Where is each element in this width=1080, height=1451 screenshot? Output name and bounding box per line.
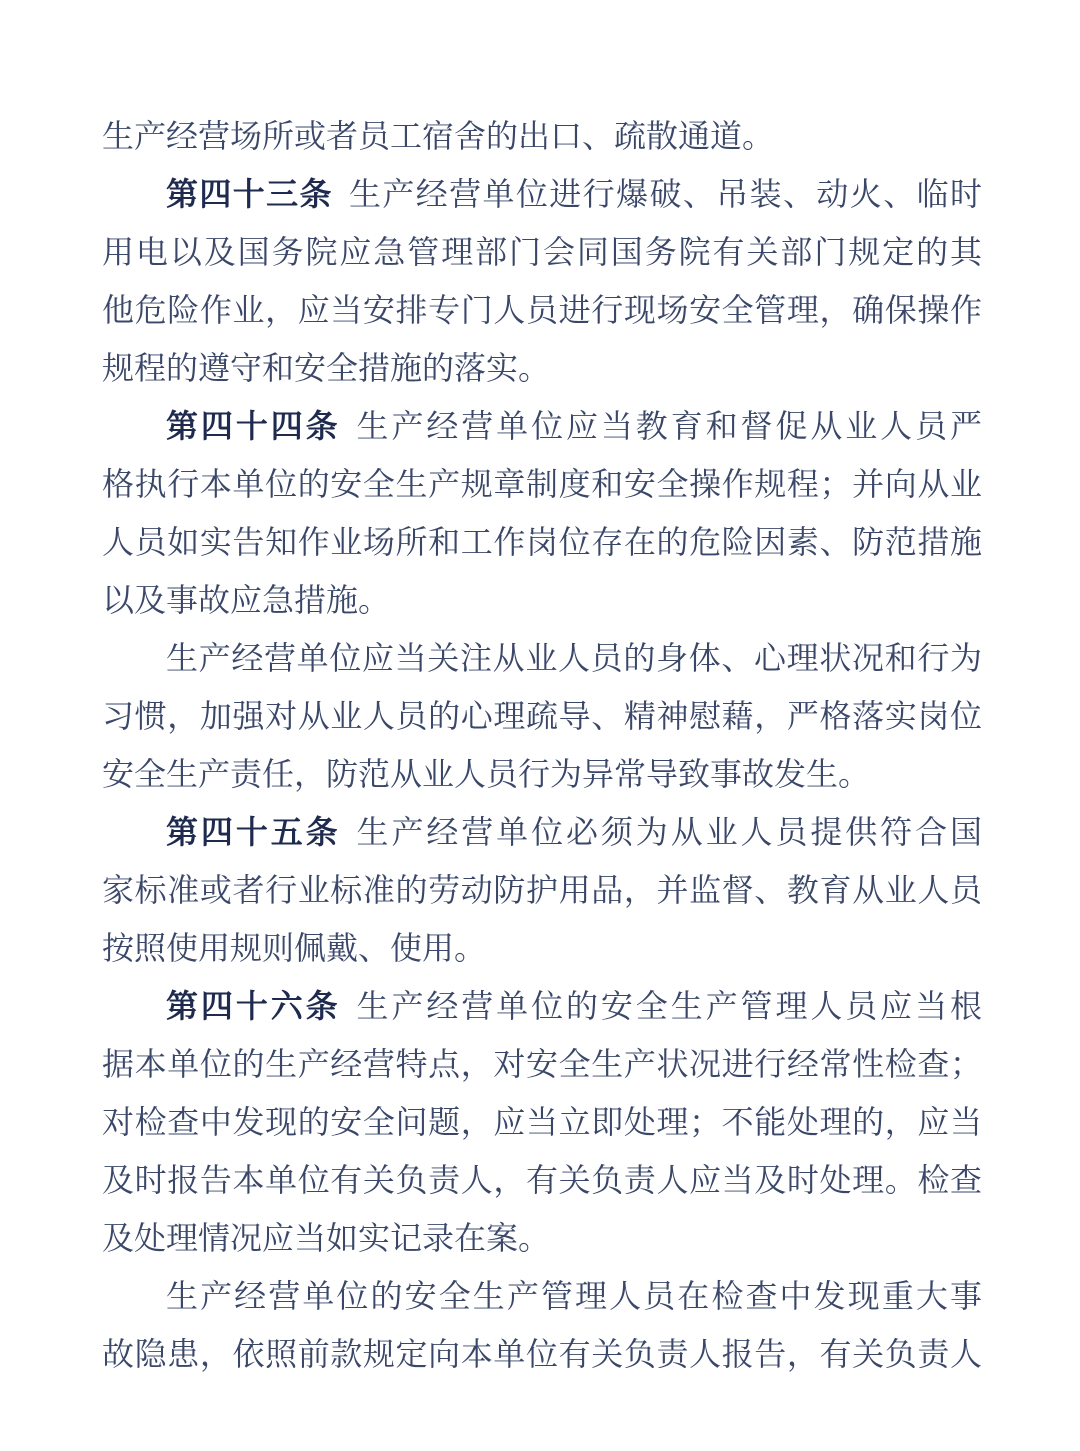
line-text: 故隐患，依照前款规定向本单位有关负责人报告，有关负责人 [102, 1336, 982, 1372]
article-43 [102, 165, 982, 397]
text-line [102, 223, 982, 281]
text-line [102, 1209, 982, 1267]
text-line [102, 571, 982, 629]
text-line [102, 861, 982, 919]
text-line [102, 1151, 982, 1209]
paragraph-continuation [102, 107, 982, 165]
line-text: 生产经营单位的安全生产管理人员在检查中发现重大事 [166, 1278, 982, 1314]
line-text: 习惯，加强对从业人员的心理疏导、精神慰藉，严格落实岗位 [102, 698, 982, 734]
text-line [102, 455, 982, 513]
text-line [102, 281, 982, 339]
line-text: 规程的遵守和安全措施的落实。 [102, 350, 551, 386]
article-46 [102, 977, 982, 1267]
text-line [102, 919, 982, 977]
line-text: 生产经营场所或者员工宿舍的出口、疏散通道。 [102, 118, 775, 154]
text-line [102, 629, 982, 687]
text-line [102, 1035, 982, 1093]
article-44-paragraph-2 [102, 629, 982, 803]
text-line [102, 1093, 982, 1151]
article-number: 第四十三条 [166, 176, 333, 212]
line-text: 生产经营单位应当教育和督促从业人员严 [356, 408, 982, 444]
line-text: 及处理情况应当如实记录在案。 [102, 1220, 551, 1256]
article-number: 第四十六条 [166, 988, 341, 1024]
line-text: 生产经营单位必须为从业人员提供符合国 [356, 814, 982, 850]
text-line [102, 1267, 982, 1325]
line-text: 按照使用规则佩戴、使用。 [102, 930, 487, 966]
line-text: 家标准或者行业标准的劳动防护用品，并监督、教育从业人员 [102, 872, 982, 908]
line-text: 安全生产责任，防范从业人员行为异常导致事故发生。 [102, 756, 871, 792]
line-text: 生产经营单位应当关注从业人员的身体、心理状况和行为 [166, 640, 982, 676]
line-text: 他危险作业，应当安排专门人员进行现场安全管理，确保操作 [102, 292, 982, 328]
line-text: 人员如实告知作业场所和工作岗位存在的危险因素、防范措施 [102, 524, 982, 560]
article-46-paragraph-2 [102, 1267, 982, 1383]
text-line [102, 803, 982, 861]
line-text: 据本单位的生产经营特点，对安全生产状况进行经常性检查； [102, 1046, 982, 1082]
text-line [102, 977, 982, 1035]
text-line [102, 339, 982, 397]
line-text: 格执行本单位的安全生产规章制度和安全操作规程；并向从业 [102, 466, 982, 502]
text-line [102, 165, 982, 223]
article-number: 第四十五条 [166, 814, 341, 850]
line-text: 及时报告本单位有关负责人，有关负责人应当及时处理。检查 [102, 1162, 982, 1198]
text-line [102, 745, 982, 803]
text-line [102, 397, 982, 455]
line-text: 用电以及国务院应急管理部门会同国务院有关部门规定的其 [102, 234, 982, 270]
law-text-body [102, 107, 982, 1383]
text-line [102, 107, 982, 165]
line-text: 对检查中发现的安全问题，应当立即处理；不能处理的，应当 [102, 1104, 982, 1140]
line-text: 生产经营单位的安全生产管理人员应当根 [356, 988, 982, 1024]
text-line [102, 687, 982, 745]
text-line [102, 513, 982, 571]
line-text: 生产经营单位进行爆破、吊装、动火、临时 [348, 176, 982, 212]
article-44 [102, 397, 982, 629]
article-45 [102, 803, 982, 977]
line-text: 以及事故应急措施。 [102, 582, 391, 618]
article-number: 第四十四条 [166, 408, 341, 444]
text-line [102, 1325, 982, 1383]
